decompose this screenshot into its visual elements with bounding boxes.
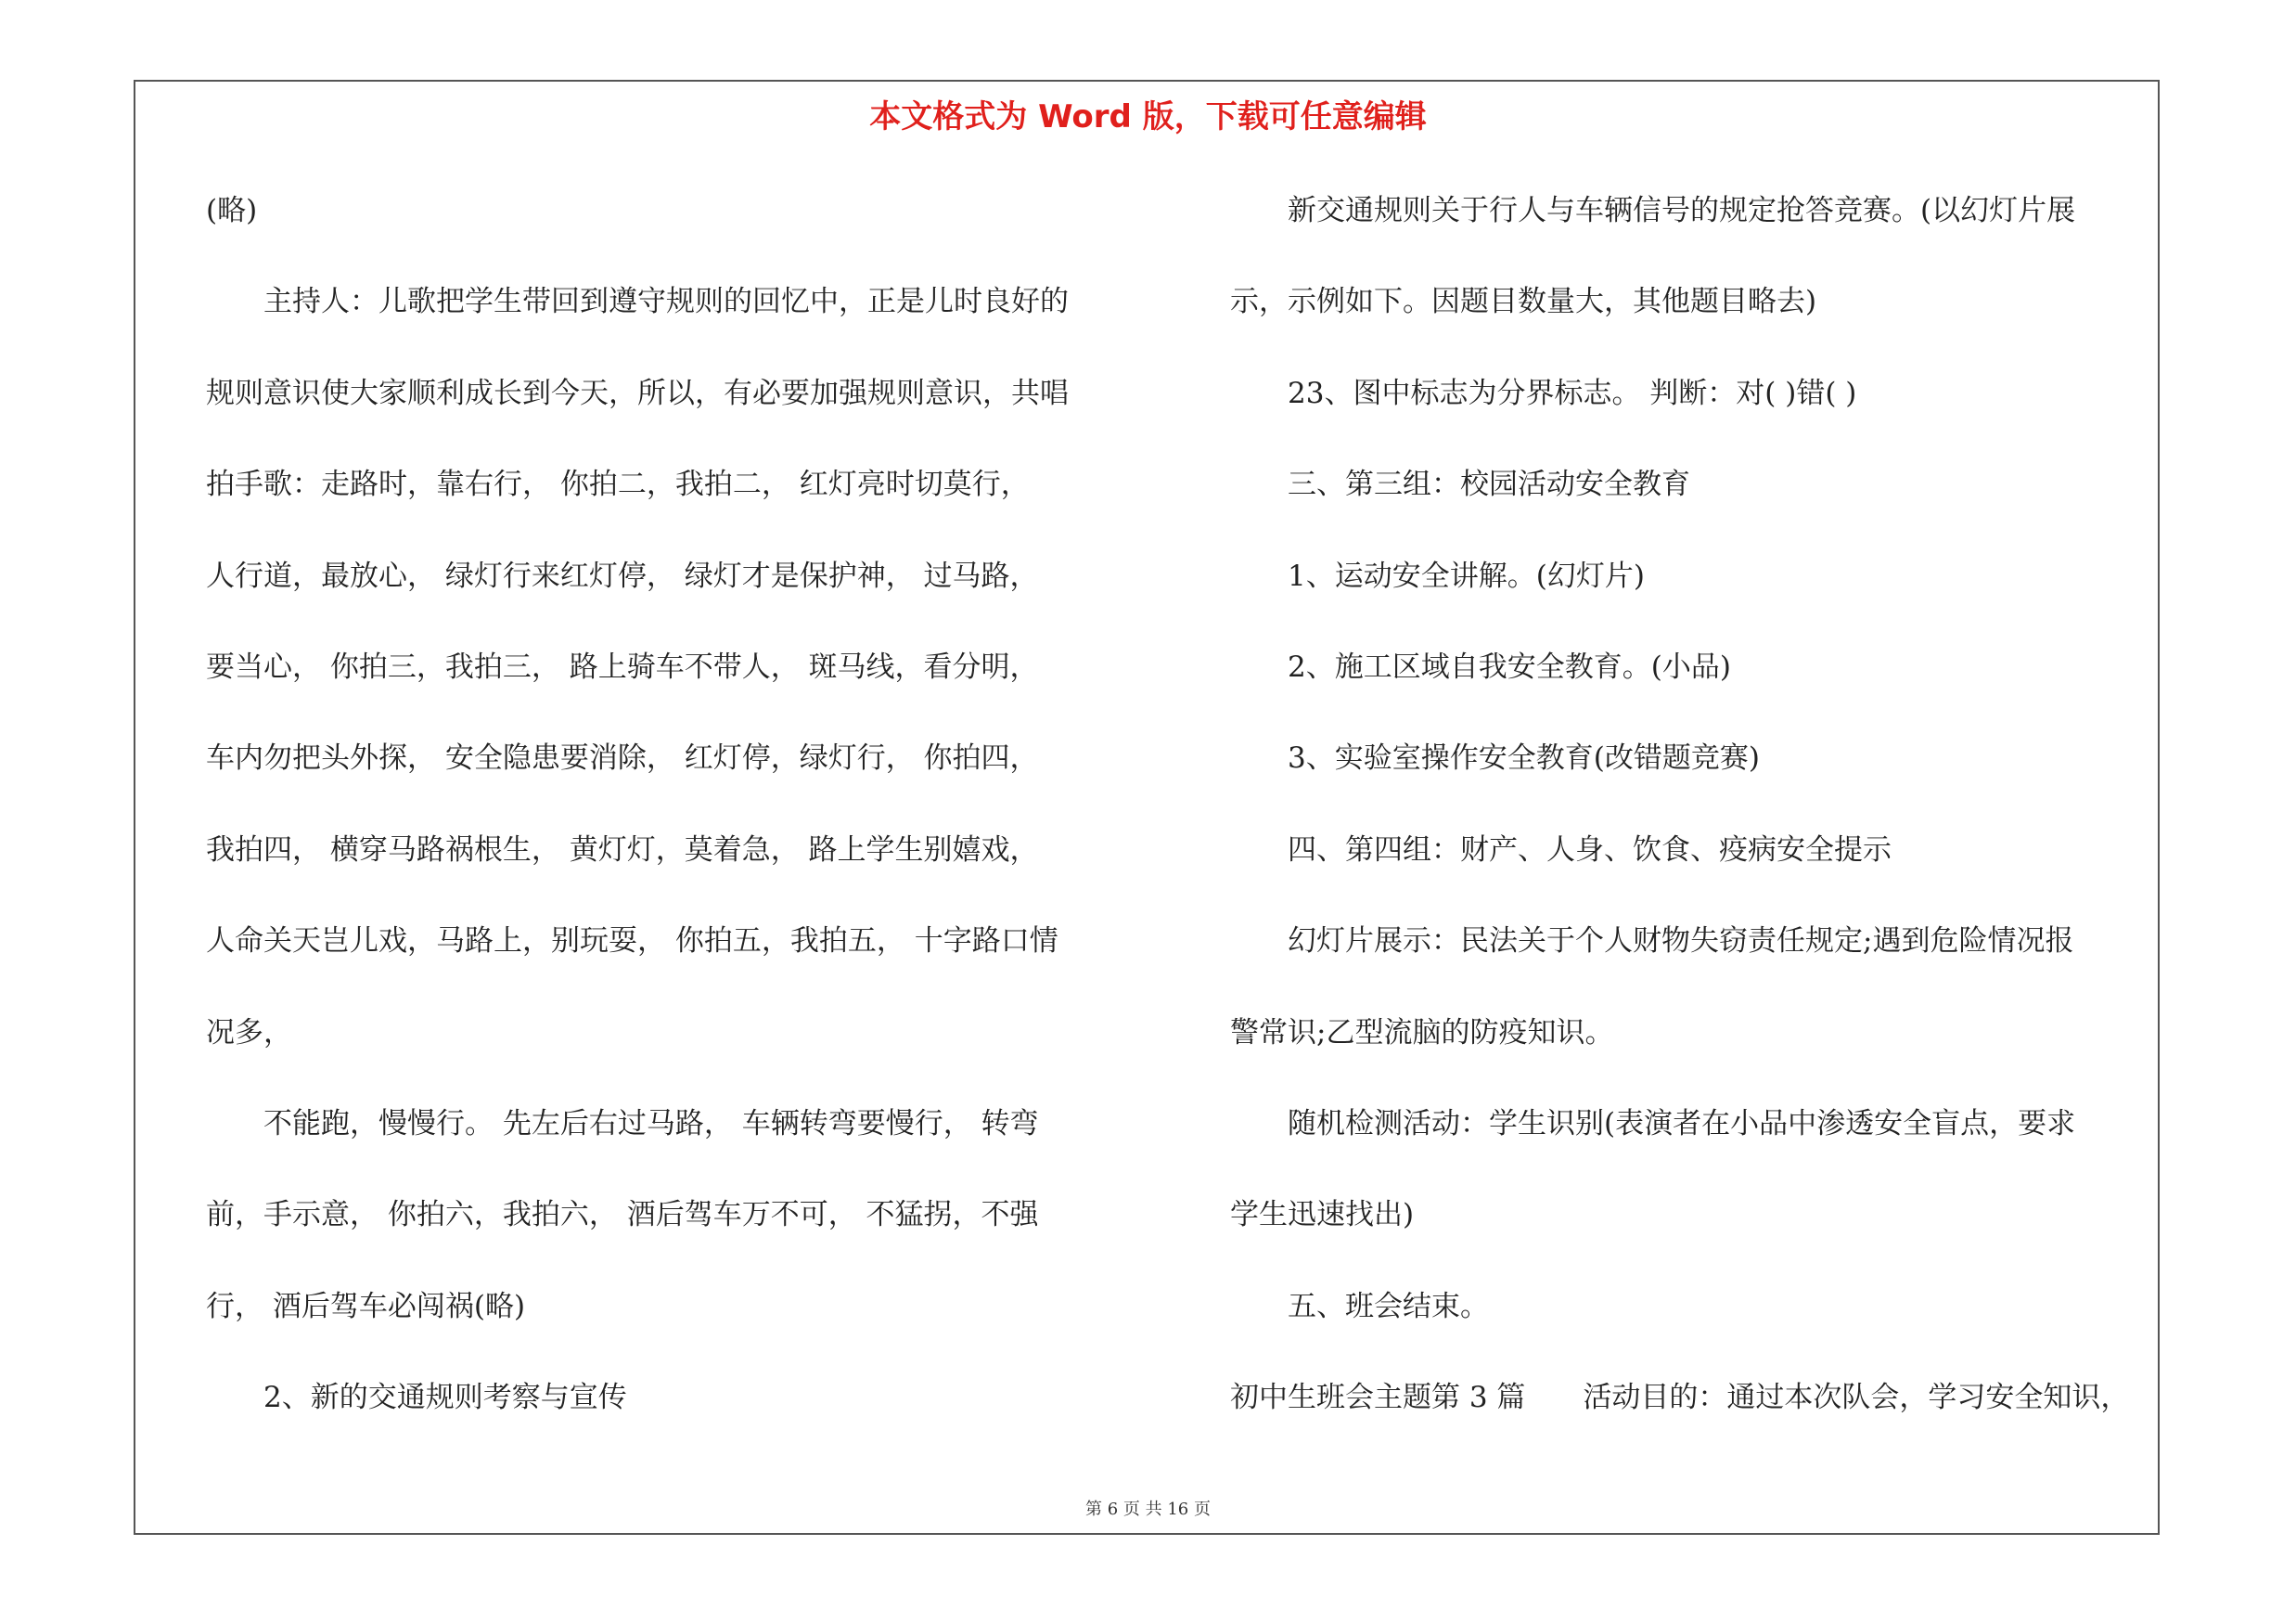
text-line: 随机检测活动：学生识别(表演者在小品中渗透安全盲点，要求 (1230, 1106, 2076, 1140)
text-line: 行， 酒后驾车必闯祸(略) (206, 1289, 526, 1323)
text-line: 车内勿把头外探， 安全隐患要消除， 红灯停，绿灯行， 你拍四， (206, 741, 1039, 776)
text-line: 主持人：儿歌把学生带回到遵守规则的回忆中，正是儿时良好的 (206, 285, 1069, 319)
text-line: 我拍四， 横穿马路祸根生， 黄灯灯，莫着急， 路上学生别嬉戏， (206, 832, 1039, 867)
text-line: 1、运动安全讲解。(幻灯片) (1230, 559, 1645, 593)
right-text-column (1230, 165, 2169, 1443)
text-line: 警常识;乙型流脑的防疫知识。 (1230, 1015, 1614, 1050)
text-line: 五、班会结束。 (1230, 1289, 1489, 1323)
editable-notice-banner: 本文格式为 Word 版，下载可任意编辑 (869, 98, 1427, 135)
text-line: 学生迅速找出) (1230, 1198, 1415, 1232)
text-line: 23、图中标志为分界标志。 判断：对( )错( ) (1230, 376, 1857, 410)
text-line: 四、第四组：财产、人身、饮食、疫病安全提示 (1230, 832, 1892, 867)
text-line: 前，手示意， 你拍六，我拍六， 酒后驾车万不可， 不猛拐，不强 (206, 1198, 1039, 1232)
text-line: (略) (206, 194, 258, 227)
text-line: 不能跑，慢慢行。 先左后右过马路， 车辆转弯要慢行， 转弯 (206, 1106, 1039, 1140)
text-line: 人行道，最放心， 绿灯行来红灯停， 绿灯才是保护神， 过马路， (206, 559, 1039, 593)
text-line: 2、新的交通规则考察与宣传 (206, 1381, 627, 1415)
text-line: 示，示例如下。因题目数量大，其他题目略去) (1230, 285, 1817, 319)
text-line: 况多， (206, 1015, 292, 1050)
text-line: 拍手歌：走路时，靠右行， 你拍二，我拍二， 红灯亮时切莫行， (206, 468, 1030, 502)
text-line: 人命关天岂儿戏，马路上，别玩耍， 你拍五，我拍五， 十字路口情 (206, 924, 1058, 959)
text-line: 要当心， 你拍三，我拍三， 路上骑车不带人， 斑马线，看分明， (206, 650, 1039, 684)
text-line: 初中生班会主题第 3 篇 活动目的：通过本次队会，学习安全知识， (1230, 1381, 2130, 1415)
text-line: 规则意识使大家顺利成长到今天，所以，有必要加强规则意识，共唱 (206, 376, 1069, 410)
text-line: 2、施工区域自我安全教育。(小品) (1230, 650, 1731, 684)
text-line: 幻灯片展示：民法关于个人财物失窃责任规定;遇到危险情况报 (1230, 924, 2074, 959)
page-number-footer: 第 6 页 共 16 页 (1085, 1500, 1211, 1519)
text-line: 3、实验室操作安全教育(改错题竞赛) (1230, 741, 1760, 776)
text-line: 新交通规则关于行人与车辆信号的规定抢答竞赛。(以幻灯片展 (1230, 194, 2076, 227)
text-line: 三、第三组：校园活动安全教育 (1230, 468, 1690, 502)
left-text-column (206, 165, 1143, 1443)
